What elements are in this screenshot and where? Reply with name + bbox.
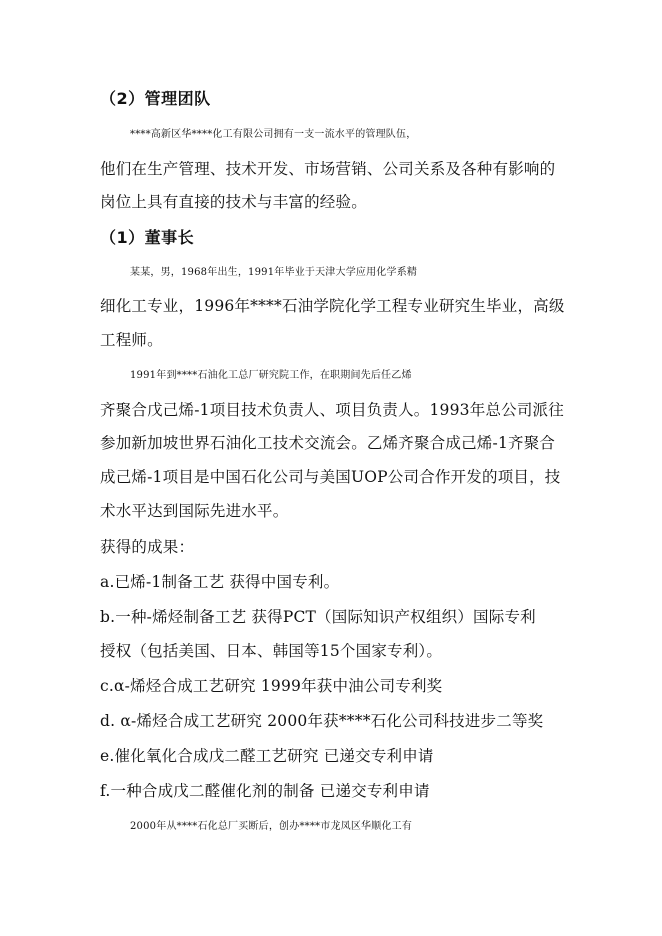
achievement-f: f.一种合成戊二醛催化剂的制备 已递交专利申请 [100, 782, 430, 800]
intro-line-1: ****高新区华****化工有限公司拥有一支一流水平的管理队伍， [130, 129, 417, 140]
bio-line-1: 某某，男，1968年出生，1991年毕业于天津大学应用化学系精 [130, 267, 418, 278]
bio-line-2: 细化工专业，1996年****石油学院化学工程专业研究生毕业，高级 [100, 297, 565, 315]
achievement-c: c.α-烯烃合成工艺研究 1999年获中油公司专利奖 [100, 677, 443, 695]
subheading-chairman: （1）董事长 [100, 228, 195, 247]
achievement-d: d. α-烯烃合成工艺研究 2000年获****石化公司科技进步二等奖 [100, 712, 544, 730]
achievement-a: a.已烯-1制备工艺 获得中国专利。 [100, 573, 340, 591]
career-line-1: 1991年到****石油化工总厂研究院工作，在职期间先后任乙烯 [130, 370, 412, 381]
career-line-2: 齐聚合戊己烯-1项目技术负责人、项目负责人。1993年总公司派往 [100, 401, 564, 419]
closing-line: 2000年从****石化总厂买断后，创办****市龙凤区华顺化工有 [130, 821, 413, 832]
bio-line-3: 工程师。 [100, 331, 163, 349]
intro-line-3: 岗位上具有直接的技术与丰富的经验。 [100, 193, 367, 211]
intro-line-2: 他们在生产管理、技术开发、市场营销、公司关系及各种有影响的 [100, 160, 556, 178]
achievement-e: e.催化氧化合成戊二醛工艺研究 已递交专利申请 [100, 747, 434, 765]
achievements-label: 获得的成果： [100, 538, 195, 556]
career-line-4: 成己烯-1项目是中国石化公司与美国UOP公司合作开发的项目，技 [100, 468, 561, 486]
career-line-3: 参加新加坡世界石油化工技术交流会。乙烯齐聚合成己烯-1齐聚合 [100, 434, 556, 452]
section-heading: （2）管理团队 [100, 89, 211, 108]
achievement-b-line-1: b.一种-烯烃制备工艺 获得PCT（国际知识产权组织）国际专利 [100, 608, 536, 626]
achievement-b-line-2: 授权（包括美国、日本、韩国等15个国家专利）。 [100, 642, 443, 660]
career-line-5: 术水平达到国际先进水平。 [100, 502, 289, 520]
